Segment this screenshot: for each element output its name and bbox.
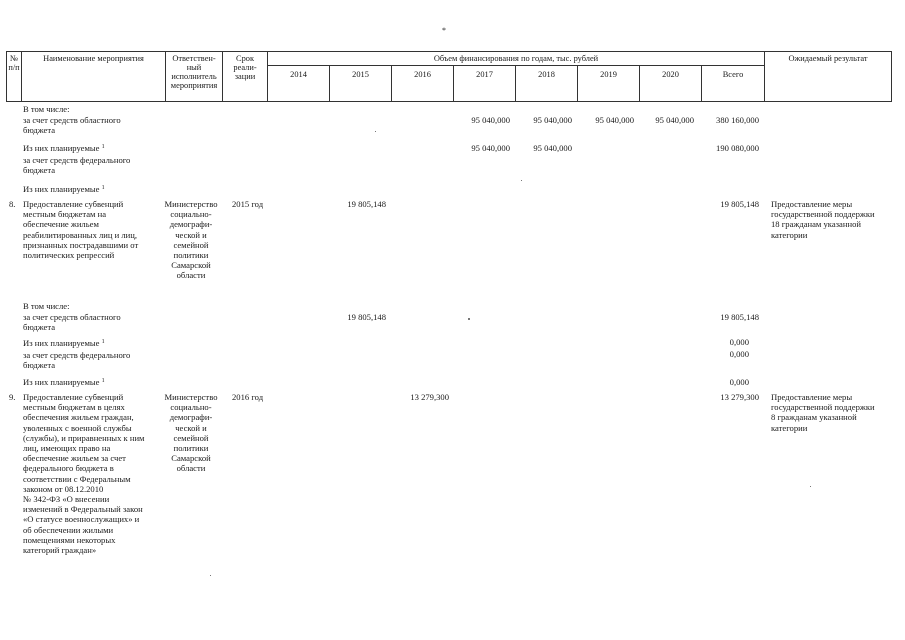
row9-total: 13 279,300	[720, 392, 759, 402]
planned-label: Из них планируемые	[23, 338, 100, 348]
header-year: 2017	[454, 66, 516, 102]
header-year: 2019	[578, 66, 640, 102]
row9-term: 2016 год	[232, 392, 264, 402]
row8-term: 2015 год	[232, 199, 264, 209]
planned-label: Из них планируемые	[23, 377, 100, 387]
row8-num: 8.	[9, 199, 16, 209]
header-result: Ожидаемый результат	[765, 52, 892, 102]
block1-federal-label: за счет средств федерального бюджета	[23, 155, 131, 176]
row8-regional-label: за счет средств областного бюджета	[23, 312, 121, 333]
block1-planned1-label	[23, 143, 105, 153]
block1-planned1-total: 190 080,000	[716, 143, 759, 153]
row9-num: 9.	[9, 392, 16, 402]
row8-planned2-total: 0,000	[729, 377, 749, 387]
block1-planned1-2017: 95 040,000	[471, 143, 510, 153]
row9-value-2016: 13 279,300	[410, 392, 449, 402]
scan-speck	[521, 180, 522, 181]
planned-label: Из них планируемые	[23, 184, 100, 194]
block1-regional-2019: 95 040,000	[595, 115, 634, 125]
scan-speck	[210, 575, 211, 576]
block1-regional-label: за счет средств областного бюджета	[23, 115, 121, 136]
scan-speck	[375, 131, 376, 132]
header-name: Наименование мероприятия	[22, 52, 166, 102]
header-year: 2014	[268, 66, 330, 102]
header-year: 2018	[516, 66, 578, 102]
row8-planned1-label	[23, 338, 105, 348]
row8-total: 19 805,148	[720, 199, 759, 209]
footnote-mark: 1	[101, 185, 105, 191]
planned-label: Из них планируемые	[23, 143, 100, 153]
block1-regional-2018: 95 040,000	[533, 115, 572, 125]
header-total: Всего	[702, 66, 765, 102]
row8-federal-total: 0,000	[729, 349, 749, 359]
row9-name: Предоставление субвенций местным бюджетам в целях обеспечения жильем граждан, уволенных с военной службы (службы), и приравненных к ним лиц, имеющих право на обеспечение жильем за счет федерального бюджета в соответствии с Федеральным законом от 08.12.2010 № 342-ФЗ «О внесении изменений в Федеральный закон «О статусе военнослужащих» и об обеспечении жилыми помещениями некоторых категорий граждан»	[23, 392, 145, 556]
header-volume: Объем финансирования по годам, тыс. рублей	[268, 52, 765, 66]
row9-responsible: Министерство социально- демографи- ческой и семейной политики Самарской области	[164, 392, 218, 474]
header-num: № п/п	[7, 52, 22, 102]
header-year: 2020	[640, 66, 702, 102]
block1-planned1-2018: 95 040,000	[533, 143, 572, 153]
row8-regional-total: 19 805,148	[720, 312, 759, 322]
header-responsible: Ответствен- ный исполнитель мероприятия	[166, 52, 223, 102]
block1-including: В том числе:	[23, 104, 70, 114]
row8-value-2015: 19 805,148	[347, 199, 386, 209]
block1-regional-2017: 95 040,000	[471, 115, 510, 125]
row8-including: В том числе:	[23, 301, 70, 311]
row8-regional-2015: 19 805,148	[347, 312, 386, 322]
header-term: Срок реали- зации	[223, 52, 268, 102]
scan-speck	[468, 318, 470, 320]
footnote-mark: 1	[101, 378, 105, 384]
block1-planned2-label	[23, 184, 105, 194]
row8-planned1-total: 0,000	[729, 337, 749, 347]
table-header	[6, 51, 892, 102]
header-year: 2016	[392, 66, 454, 102]
top-mark: *	[442, 26, 446, 35]
block1-regional-total: 380 160,000	[716, 115, 759, 125]
scan-speck	[810, 486, 811, 487]
row8-name: Предоставление субвенций местным бюджетам на обеспечение жильем реабилитированных лиц и лиц, признанных пострадавшими от политических репрессий	[23, 199, 139, 261]
row9-result: Предоставление меры государственной поддержки 8 гражданам указанной категории	[771, 392, 875, 433]
row8-federal-label: за счет средств федерального бюджета	[23, 350, 131, 371]
footnote-mark: 1	[101, 144, 105, 150]
footnote-mark: 1	[101, 339, 105, 345]
row8-result: Предоставление меры государственной поддержки 18 гражданам указанной категории	[771, 199, 875, 240]
block1-regional-2020: 95 040,000	[655, 115, 694, 125]
header-year: 2015	[330, 66, 392, 102]
row8-planned2-label	[23, 377, 105, 387]
row8-responsible: Министерство социально- демографи- ческой и семейной политики Самарской области	[164, 199, 218, 281]
